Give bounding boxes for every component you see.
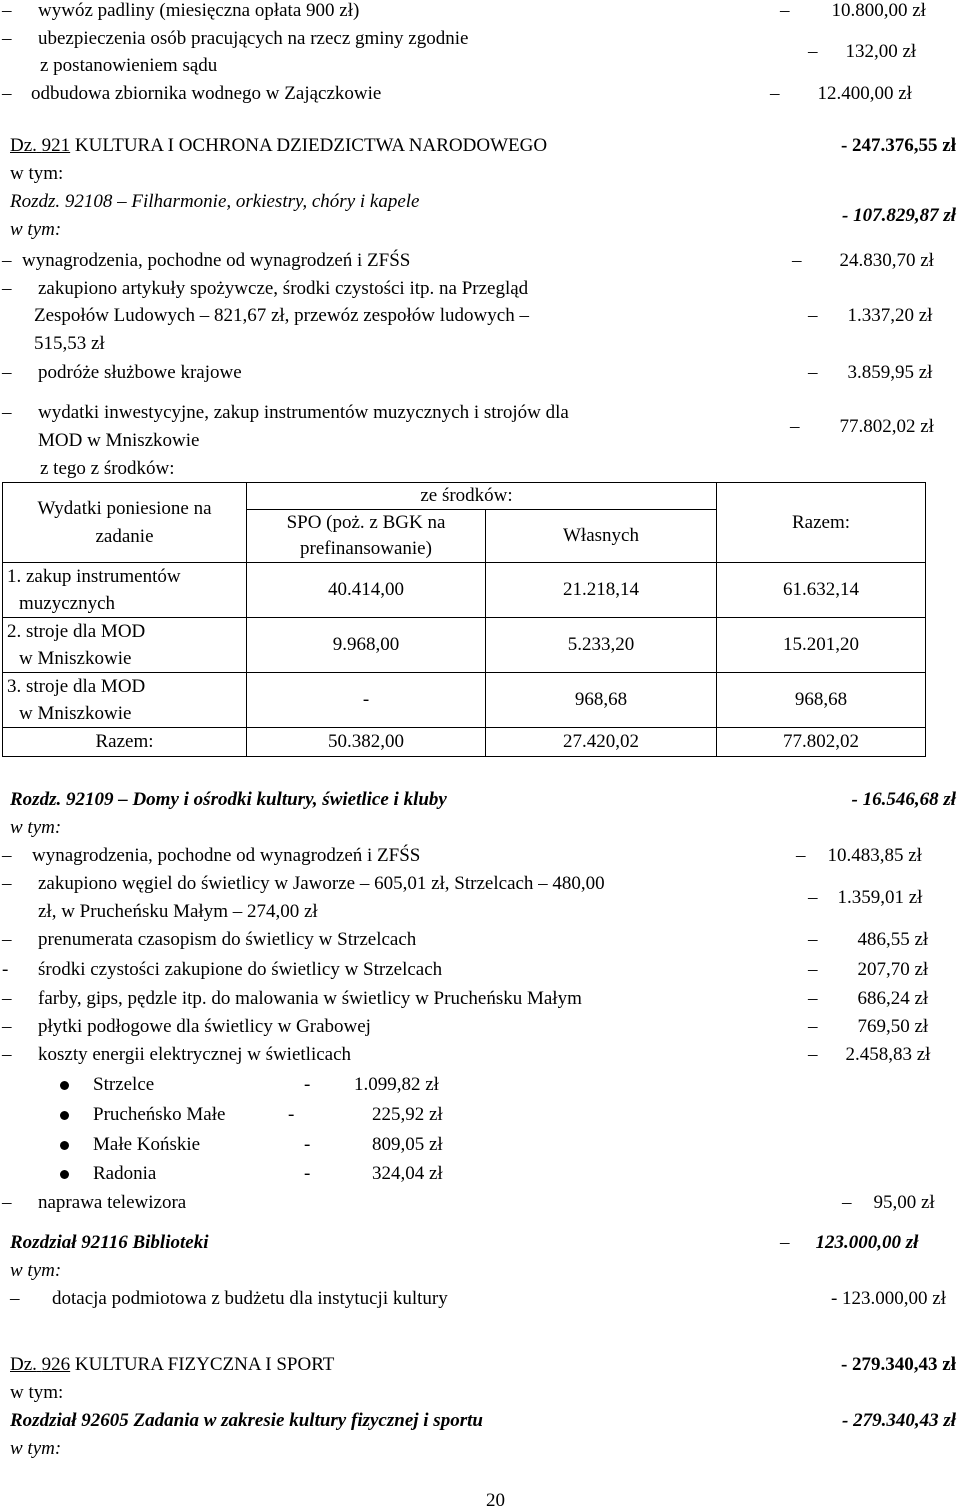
item-wyn-92109: – wynagrodzenia, pochodne od wynagrodzeń i ZFŚS <box>2 845 421 866</box>
amount-r92109: - 16.546,68 zł <box>851 789 956 810</box>
item-energia: – koszty energii elektrycznej w świetlicach <box>2 1044 352 1065</box>
label-w-tym: w tym: <box>10 219 62 240</box>
amount-pren: – 486,55 zł <box>808 929 929 950</box>
amount-podroze: – 3.859,95 zł <box>808 362 933 383</box>
amount-wegiel: – 1.359,01 zł <box>808 887 923 908</box>
cell-total: 61.632,14 <box>717 563 926 618</box>
sum-label: Razem: <box>3 728 247 757</box>
item-dotacja: – dotacja podmiotowa z budżetu dla instytucji kultury <box>10 1288 448 1309</box>
cell-own: 5.233,20 <box>486 618 717 673</box>
bullet-amount: 1.099,82 zł <box>354 1074 439 1095</box>
amount-r92108: - 107.829,87 zł <box>842 205 956 226</box>
item-inw-3: z tego z środków: <box>40 458 175 479</box>
heading-r92108: Rozdz. 92108 – Filharmonie, orkiestry, chóry i kapele <box>10 191 420 212</box>
cell-spo: 9.968,00 <box>247 618 486 673</box>
item-farby: – farby, gips, pędzle itp. do malowania w świetlicy w Prucheńsku Małym <box>2 988 582 1009</box>
item-wyn-92108: – wynagrodzenia, pochodne od wynagrodzeń i ZFŚS <box>2 250 411 271</box>
bullet-sep: - <box>304 1134 311 1155</box>
amount-zak: – 1.337,20 zł <box>808 305 933 326</box>
bullet-icon <box>60 1111 69 1120</box>
bullet-item: Małe Końskie <box>60 1134 200 1156</box>
amount-tv: – 95,00 zł <box>842 1192 935 1213</box>
page-number: 20 <box>486 1490 505 1511</box>
amount-dotacja: - 123.000,00 zł <box>830 1288 946 1309</box>
item-tv: – naprawa telewizora <box>2 1192 187 1213</box>
amount-zbiornik: – 12.400,00 zł <box>770 83 912 104</box>
item-zak-1: – zakupiono artykuły spożywcze, środki czystości itp. na Przegląd <box>2 278 529 299</box>
label-w-tym: w tym: <box>10 1260 62 1281</box>
item-padlina: – wywóz padliny (miesięczna opłata 900 zł) <box>2 0 360 21</box>
row-label: 1. zakup instrumentów muzycznych <box>3 563 247 618</box>
header-from: ze środków: <box>247 483 717 510</box>
header-spo: SPO (poż. z BGK na prefinansowanie) <box>247 510 486 563</box>
sum-spo: 50.382,00 <box>247 728 486 757</box>
table-header-row <box>3 483 926 510</box>
amount-inw: – 77.802,02 zł <box>790 416 934 437</box>
amount-r92605: - 279.340,43 zł <box>842 1410 956 1431</box>
amount-ubezp: – 132,00 zł <box>808 41 917 62</box>
table-sum-row <box>3 728 926 757</box>
amount-dz921: - 247.376,55 zł <box>840 135 956 156</box>
item-plytki: – płytki podłogowe dla świetlicy w Grabowej <box>2 1016 371 1037</box>
header-expense: Wydatki poniesione na zadanie <box>3 483 247 563</box>
item-inw-1: – wydatki inwestycyjne, zakup instrumentów muzycznych i strojów dla <box>2 402 569 423</box>
item-wegiel-2: zł, w Prucheńsku Małym – 274,00 zł <box>38 901 318 922</box>
table-row <box>3 618 926 673</box>
header-own: Własnych <box>486 510 717 563</box>
amount-wyn-92109: – 10.483,85 zł <box>796 845 922 866</box>
cell-spo: 40.414,00 <box>247 563 486 618</box>
table-row <box>3 673 926 728</box>
item-ubezp-2: z postanowieniem sądu <box>40 55 218 76</box>
amount-padlina: – 10.800,00 zł <box>780 0 926 21</box>
cell-spo: - <box>247 673 486 728</box>
item-podroze: – podróże służbowe krajowe <box>2 362 242 383</box>
item-ubezp-1: – ubezpieczenia osób pracujących na rzecz gminy zgodnie <box>2 28 469 49</box>
label-w-tym: w tym: <box>10 1382 64 1403</box>
amount-wyn-92108: – 24.830,70 zł <box>792 250 934 271</box>
bullet-icon <box>60 1141 69 1150</box>
sum-own: 27.420,02 <box>486 728 717 757</box>
cell-own: 21.218,14 <box>486 563 717 618</box>
item-srodki: - środki czystości zakupione do świetlicy w Strzelcach <box>2 959 443 980</box>
item-pren: – prenumerata czasopism do świetlicy w Strzelcach <box>2 929 417 950</box>
expense-table <box>2 482 926 757</box>
amount-energia: – 2.458,83 zł <box>808 1044 931 1065</box>
table-row <box>3 563 926 618</box>
amount-farby: – 686,24 zł <box>808 988 929 1009</box>
bullet-sep: - <box>288 1104 295 1125</box>
label-w-tym: w tym: <box>10 163 64 184</box>
amount-dz926: - 279.340,43 zł <box>840 1354 956 1375</box>
label-w-tym: w tym: <box>10 1438 62 1459</box>
row-label: 3. stroje dla MOD w Mniszkowie <box>3 673 247 728</box>
bullet-amount: 324,04 zł <box>372 1163 443 1184</box>
cell-total: 15.201,20 <box>717 618 926 673</box>
item-zbiornik: – odbudowa zbiornika wodnego w Zajączkowie <box>2 83 382 104</box>
cell-own: 968,68 <box>486 673 717 728</box>
bullet-sep: - <box>304 1074 311 1095</box>
header-total: Razem: <box>717 483 926 563</box>
amount-srodki: – 207,70 zł <box>808 959 929 980</box>
section-dz926: Dz. 926 KULTURA FIZYCZNA I SPORT <box>10 1354 335 1375</box>
label-w-tym: w tym: <box>10 817 62 838</box>
cell-total: 968,68 <box>717 673 926 728</box>
item-zak-2: Zespołów Ludowych – 821,67 zł, przewóz zespołów ludowych – <box>34 305 529 326</box>
sum-total: 77.802,02 <box>717 728 926 757</box>
row-label: 2. stroje dla MOD w Mniszkowie <box>3 618 247 673</box>
bullet-item: Strzelce <box>60 1074 154 1096</box>
bullet-sep: - <box>304 1163 311 1184</box>
item-wegiel-1: – zakupiono węgiel do świetlicy w Jaworze – 605,01 zł, Strzelcach – 480,00 <box>2 873 605 894</box>
bullet-item: Prucheńsko Małe <box>60 1104 225 1126</box>
bullet-icon <box>60 1081 69 1090</box>
item-inw-2: MOD w Mniszkowie <box>38 430 200 451</box>
section-dz921: Dz. 921 KULTURA I OCHRONA DZIEDZICTWA NARODOWEGO <box>10 135 548 156</box>
bullet-icon <box>60 1170 69 1179</box>
heading-r92109: Rozdz. 92109 – Domy i ośrodki kultury, świetlice i kluby <box>10 789 447 810</box>
heading-r92605: Rozdział 92605 Zadania w zakresie kultury fizycznej i sportu <box>10 1410 483 1431</box>
bullet-item: Radonia <box>60 1163 156 1185</box>
heading-r92116: Rozdział 92116 Biblioteki <box>10 1232 209 1253</box>
bullet-amount: 809,05 zł <box>372 1134 443 1155</box>
item-zak-3: 515,53 zł <box>34 333 105 354</box>
amount-plytki: – 769,50 zł <box>808 1016 929 1037</box>
bullet-amount: 225,92 zł <box>372 1104 443 1125</box>
amount-r92116: – 123.000,00 zł <box>780 1232 919 1253</box>
